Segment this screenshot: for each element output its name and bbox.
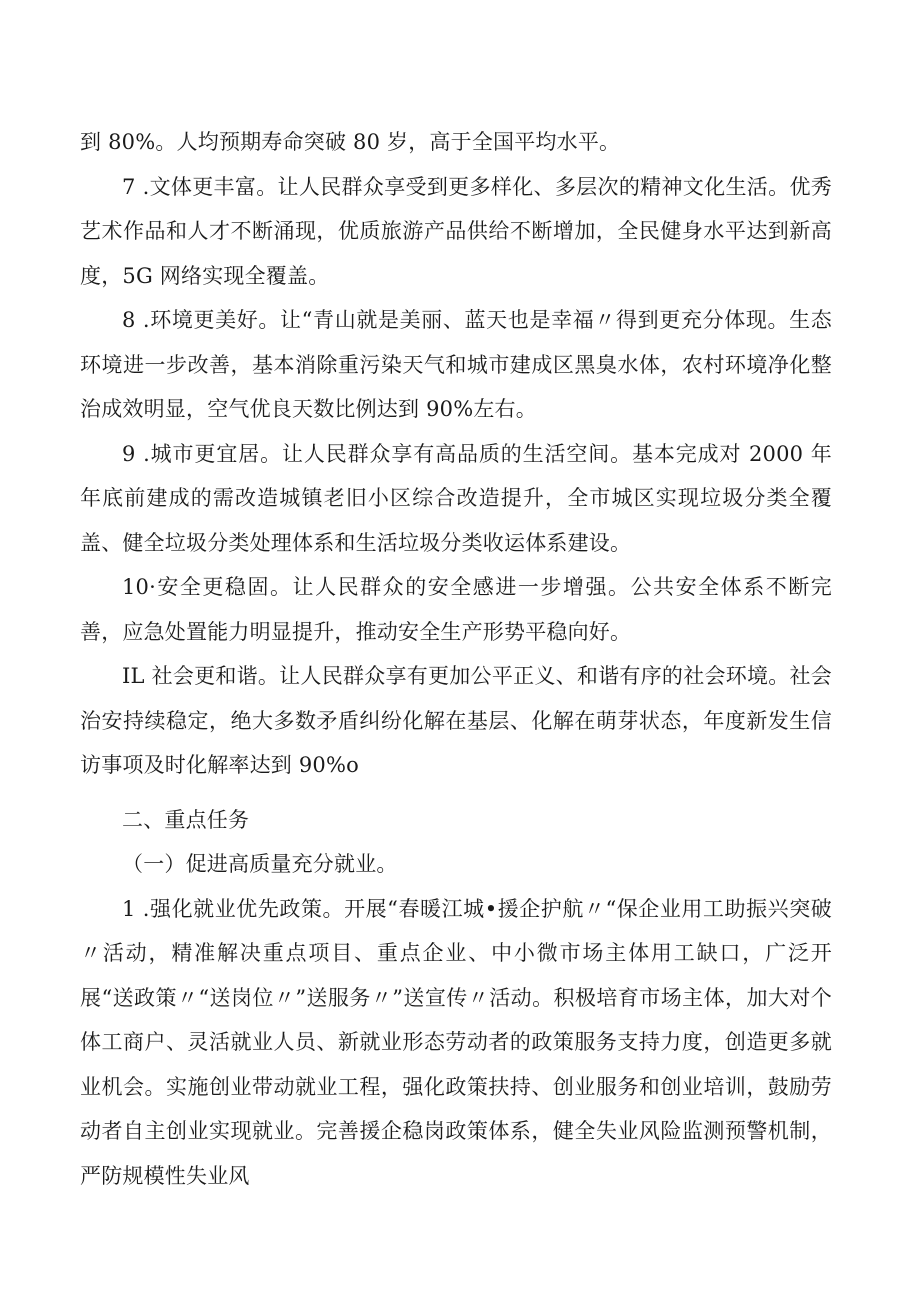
paragraph-social-harmony: IL 社会更和谐。让人民群众享有更加公平正义、和谐有序的社会环境。社会治安持续稳定，绝大多数矛盾纠纷化解在基层、化解在萌芽状态，年度新发生信访事项及时化解率达到 90%o — [80, 664, 832, 777]
subsection-heading-employment: （一）促进高质量充分就业。 — [122, 852, 398, 876]
paragraph-environment: 8 .环境更美好。让“青山就是美丽、蓝天也是幸福〃得到更充分体现。生态环境进一步改善，基本消除重污染天气和城市建成区黑臭水体，农村环境净化整治成效明显，空气优良天数比例达到 90%左右。 — [80, 308, 832, 421]
paragraph-safety: 10·安全更稳固。让人民群众的安全感进一步增强。公共安全体系不断完善，应急处置能力明显提升，推动安全生产形势平稳向好。 — [80, 575, 832, 644]
paragraph-employment-policy: 1 .强化就业优先政策。开展“春暖江城•援企护航〃“保企业用工助振兴突破〃活动，精准解决重点项目、重点企业、中小微市场主体用工缺口，广泛开展“送政策〃“送岗位〃”送服务〃”送宣传〃活动。积极培育市场主体，加大对个体工商户、灵活就业人员、新就业形态劳动者的政策服务支持力度，创造更多就业机会。实施创业带动就业工程，强化政策扶持、创业服务和创业培训，鼓励劳动者自主创业实现就业。完善援企稳岗政策体系，健全失业风险监测预警机制，严防规模性失业风 — [80, 896, 832, 1188]
paragraph-culture-sports: 7 .文体更丰富。让人民群众享受到更多样化、多层次的精神文化生活。优秀艺术作品和人才不断涌现，优质旅游产品供给不断增加，全民健身水平达到新高度，5G 网络实现全覆盖。 — [80, 174, 832, 288]
paragraph-health-continuation: 到 80%。人均预期寿命突破 80 岁，高于全国平均水平。 — [80, 130, 621, 154]
document-body — [80, 120, 832, 1198]
section-heading-key-tasks: 二、重点任务 — [122, 807, 250, 832]
paragraph-urban-livability: 9 .城市更宜居。让人民群众享有高品质的生活空间。基本完成对 2000 年年底前建成的需改造城镇老旧小区综合改造提升，全市城区实现垃圾分类全覆盖、健全垃圾分类处理体系和生活垃圾分类收运体系建设。 — [80, 441, 832, 555]
